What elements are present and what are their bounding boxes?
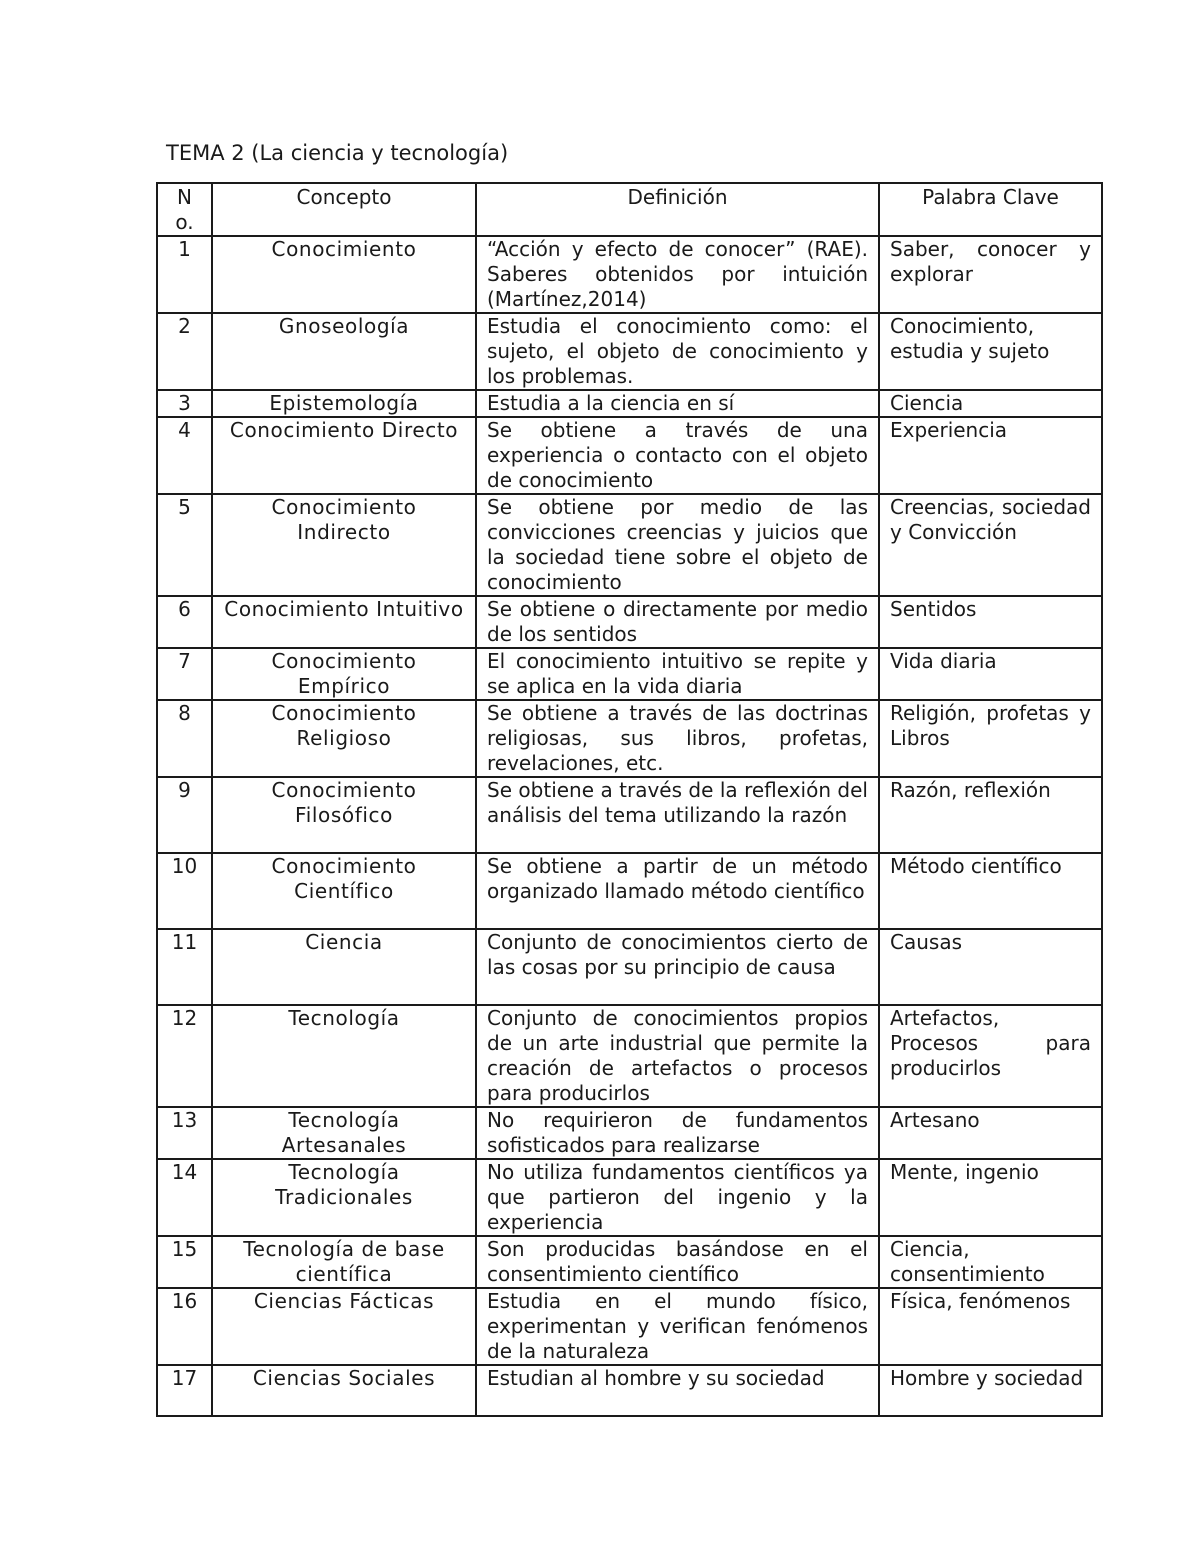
cell-no: 3 (157, 390, 212, 417)
page-title: TEMA 2 (La ciencia y tecnología) (166, 141, 509, 165)
cell-concepto: Tecnología Artesanales (212, 1107, 476, 1159)
cell-concepto: Conocimiento Indirecto (212, 494, 476, 596)
cell-definicion: “Acción y efecto de conocer” (RAE). Saberes obtenidos por intuición (Martínez,2014) (476, 236, 879, 313)
cell-definicion: Estudia en el mundo físico, experimentan y verifican fenómenos de la naturaleza (476, 1288, 879, 1365)
cell-no: 12 (157, 1005, 212, 1107)
cell-palabra-clave: Vida diaria (879, 648, 1102, 700)
cell-definicion: Conjunto de conocimientos propios de un arte industrial que permite la creación de artefactos o procesos para producirlos (476, 1005, 879, 1107)
table-row (157, 390, 1102, 417)
cell-palabra-clave: Artesano (879, 1107, 1102, 1159)
cell-concepto: Ciencia (212, 929, 476, 1005)
table-row (157, 1159, 1102, 1236)
cell-concepto: Conocimiento (212, 236, 476, 313)
cell-palabra-clave: Ciencia, consentimiento (879, 1236, 1102, 1288)
cell-palabra-clave: Sentidos (879, 596, 1102, 648)
cell-concepto: Conocimiento Religioso (212, 700, 476, 777)
cell-concepto: Conocimiento Empírico (212, 648, 476, 700)
cell-concepto: Tecnología (212, 1005, 476, 1107)
cell-palabra-clave: Hombre y sociedad (879, 1365, 1102, 1416)
cell-no: 5 (157, 494, 212, 596)
table-header-row (157, 183, 1102, 236)
cell-no: 2 (157, 313, 212, 390)
cell-concepto: Ciencias Fácticas (212, 1288, 476, 1365)
cell-concepto: Conocimiento Filosófico (212, 777, 476, 853)
table-row (157, 1236, 1102, 1288)
table-row (157, 777, 1102, 853)
table-row (157, 313, 1102, 390)
cell-palabra-clave: Saber, conocer y explorar (879, 236, 1102, 313)
cell-palabra-clave: Mente, ingenio (879, 1159, 1102, 1236)
header-concepto: Concepto (212, 183, 476, 236)
cell-concepto: Conocimiento Intuitivo (212, 596, 476, 648)
cell-definicion: Se obtiene a través de una experiencia o contacto con el objeto de conocimiento (476, 417, 879, 494)
cell-no: 16 (157, 1288, 212, 1365)
cell-no: 7 (157, 648, 212, 700)
cell-palabra-clave: Física, fenómenos (879, 1288, 1102, 1365)
table-body (157, 236, 1102, 1416)
cell-no: 11 (157, 929, 212, 1005)
cell-no: 10 (157, 853, 212, 929)
cell-concepto: Epistemología (212, 390, 476, 417)
cell-definicion: Se obtiene o directamente por medio de los sentidos (476, 596, 879, 648)
cell-definicion: Conjunto de conocimientos cierto de las cosas por su principio de causa (476, 929, 879, 1005)
cell-concepto: Gnoseología (212, 313, 476, 390)
cell-definicion: Se obtiene a través de la reflexión del análisis del tema utilizando la razón (476, 777, 879, 853)
cell-concepto: Conocimiento Directo (212, 417, 476, 494)
table-row (157, 236, 1102, 313)
cell-concepto: Tecnología de base científica (212, 1236, 476, 1288)
cell-no: 13 (157, 1107, 212, 1159)
cell-palabra-clave: Religión, profetas y Libros (879, 700, 1102, 777)
cell-palabra-clave: Causas (879, 929, 1102, 1005)
cell-concepto: Conocimiento Científico (212, 853, 476, 929)
cell-no: 9 (157, 777, 212, 853)
cell-palabra-clave: Creencias, sociedad y Convicción (879, 494, 1102, 596)
cell-definicion: No requirieron de fundamentos sofisticados para realizarse (476, 1107, 879, 1159)
cell-definicion: Estudian al hombre y su sociedad (476, 1365, 879, 1416)
cell-concepto: Tecnología Tradicionales (212, 1159, 476, 1236)
table-row (157, 853, 1102, 929)
cell-palabra-clave: Experiencia (879, 417, 1102, 494)
table-row (157, 1365, 1102, 1416)
table-row (157, 417, 1102, 494)
cell-definicion: Se obtiene por medio de las convicciones creencias y juicios que la sociedad tiene sobre el objeto de conocimiento (476, 494, 879, 596)
cell-no: 17 (157, 1365, 212, 1416)
cell-no: 8 (157, 700, 212, 777)
header-palabra-clave: Palabra Clave (879, 183, 1102, 236)
cell-concepto: Ciencias Sociales (212, 1365, 476, 1416)
cell-palabra-clave: Artefactos, Procesos para producirlos (879, 1005, 1102, 1107)
table-row (157, 494, 1102, 596)
cell-no: 15 (157, 1236, 212, 1288)
table-row (157, 700, 1102, 777)
header-no: No. (157, 183, 212, 236)
table-row (157, 929, 1102, 1005)
concept-table (156, 182, 1103, 1417)
cell-no: 1 (157, 236, 212, 313)
cell-definicion: Se obtiene a través de las doctrinas religiosas, sus libros, profetas, revelaciones, etc. (476, 700, 879, 777)
table-row (157, 1005, 1102, 1107)
cell-palabra-clave: Razón, reflexión (879, 777, 1102, 853)
cell-no: 14 (157, 1159, 212, 1236)
table-row (157, 648, 1102, 700)
cell-palabra-clave: Conocimiento, estudia y sujeto (879, 313, 1102, 390)
cell-palabra-clave: Ciencia (879, 390, 1102, 417)
table-row (157, 1288, 1102, 1365)
cell-palabra-clave: Método científico (879, 853, 1102, 929)
cell-definicion: Se obtiene a partir de un método organizado llamado método científico (476, 853, 879, 929)
cell-definicion: Estudia el conocimiento como: el sujeto, el objeto de conocimiento y los problemas. (476, 313, 879, 390)
cell-definicion: Son producidas basándose en el consentimiento científico (476, 1236, 879, 1288)
cell-no: 4 (157, 417, 212, 494)
cell-definicion: Estudia a la ciencia en sí (476, 390, 879, 417)
cell-definicion: No utiliza fundamentos científicos ya que partieron del ingenio y la experiencia (476, 1159, 879, 1236)
table-row (157, 596, 1102, 648)
cell-no: 6 (157, 596, 212, 648)
cell-definicion: El conocimiento intuitivo se repite y se aplica en la vida diaria (476, 648, 879, 700)
header-definicion: Definición (476, 183, 879, 236)
table-row (157, 1107, 1102, 1159)
